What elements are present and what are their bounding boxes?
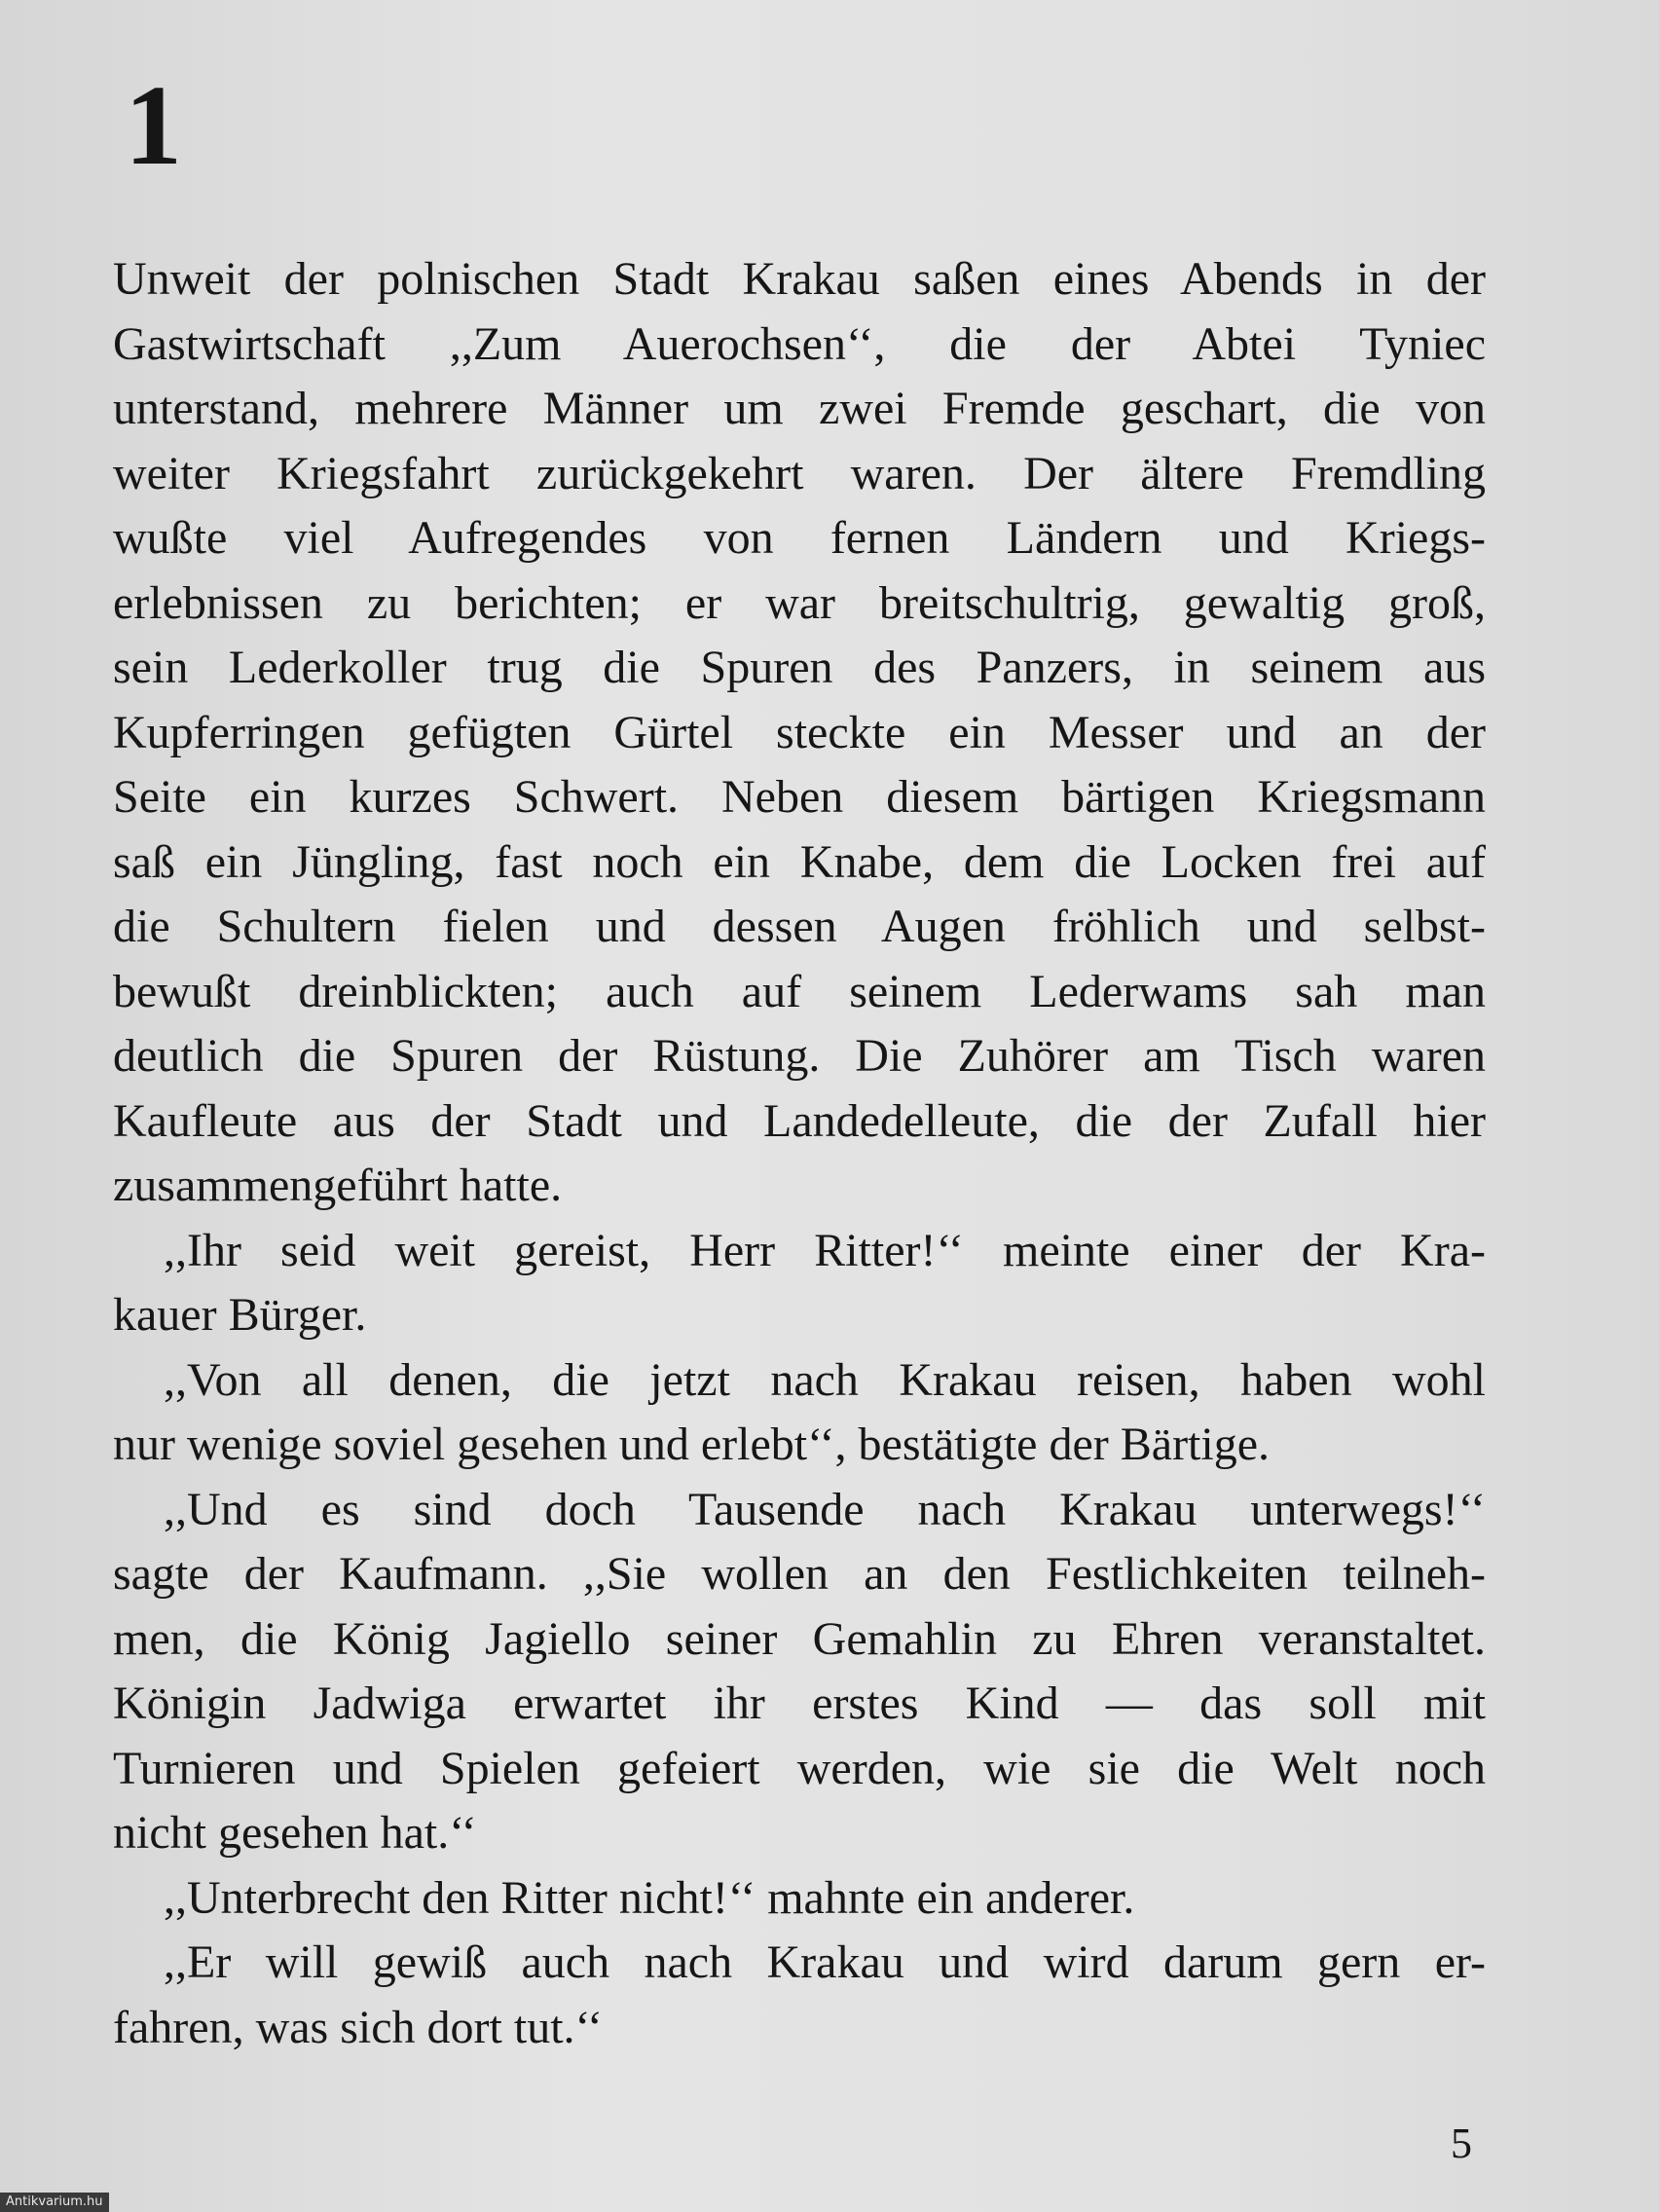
text-line: erlebnissen zu berichten; er war breitschultrig, gewaltig groß, [113,576,1486,629]
text-line: wußte viel Aufregendes von fernen Ländern und Kriegs- [113,512,1486,564]
text-line: nicht gesehen hat.‘‘ [113,1807,477,1859]
text-line: sagte der Kaufmann. ,,Sie wollen an den Festlichkeiten teilneh- [113,1548,1486,1600]
text-line: weiter Kriegsfahrt zurückgekehrt waren. Der ältere Fremdling [113,447,1486,499]
text-line: kauer Bürger. [113,1289,367,1341]
text-line: sein Lederkoller trug die Spuren des Panzers, in seinem aus [113,642,1486,693]
text-line: nur wenige soviel gesehen und erlebt‘‘, bestätigte der Bärtige. [113,1419,1271,1470]
text-line: fahren, was sich dort tut.‘‘ [113,2001,603,2053]
text-line: men, die König Jagiello seiner Gemahlin zu Ehren veranstaltet. [113,1612,1486,1665]
text-line: Seite ein kurzes Schwert. Neben diesem bärtigen Kriegsmann [113,771,1486,823]
text-line: die Schultern fielen und dessen Augen fröhlich und selbst- [113,901,1486,952]
text-line: unterstand, mehrere Männer um zwei Fremde geschart, die von [113,383,1486,434]
chapter-number: 1 [125,61,182,189]
text-line: Gastwirtschaft ,,Zum Auerochsen‘‘, die der Abtei Tyniec [113,317,1486,370]
text-line: Turnieren und Spielen gefeiert werden, wie sie die Welt noch [113,1742,1486,1794]
text-line: bewußt dreinblickten; auch auf seinem Lederwams sah man [113,965,1486,1017]
text-line: Königin Jadwiga erwartet ihr erstes Kind — das soll mit [113,1677,1486,1729]
text-line: ,,Ihr seid weit gereist, Herr Ritter!‘‘ meinte einer der Kra- [164,1224,1486,1276]
text-line: Kaufleute aus der Stadt und Landedelleute, die der Zufall hier [113,1094,1486,1147]
body-text [113,247,1486,2060]
text-line: zusammengeführt hatte. [113,1160,563,1211]
text-line: ,,Von all denen, die jetzt nach Krakau reisen, haben wohl [164,1353,1486,1406]
text-line: Kupferringen gefügten Gürtel steckte ein Messer und an der [113,706,1486,758]
text-line: saß ein Jüngling, fast noch ein Knabe, dem die Locken frei auf [113,835,1486,888]
text-line: ,,Er will gewiß auch nach Krakau und wird darum gern er- [164,1936,1486,1988]
text-line: ,,Unterbrecht den Ritter nicht!‘‘ mahnte ein anderer. [164,1871,1135,1924]
watermark-label: Antikvarium.hu [0,2193,109,2212]
text-line: ,,Und es sind doch Tausende nach Krakau unterwegs!‘‘ [164,1483,1486,1535]
page-number: 5 [1451,2120,1472,2167]
text-line: deutlich die Spuren der Rüstung. Die Zuhörer am Tisch waren [113,1030,1486,1082]
text-line: Unweit der polnischen Stadt Krakau saßen eines Abends in der [113,253,1486,305]
